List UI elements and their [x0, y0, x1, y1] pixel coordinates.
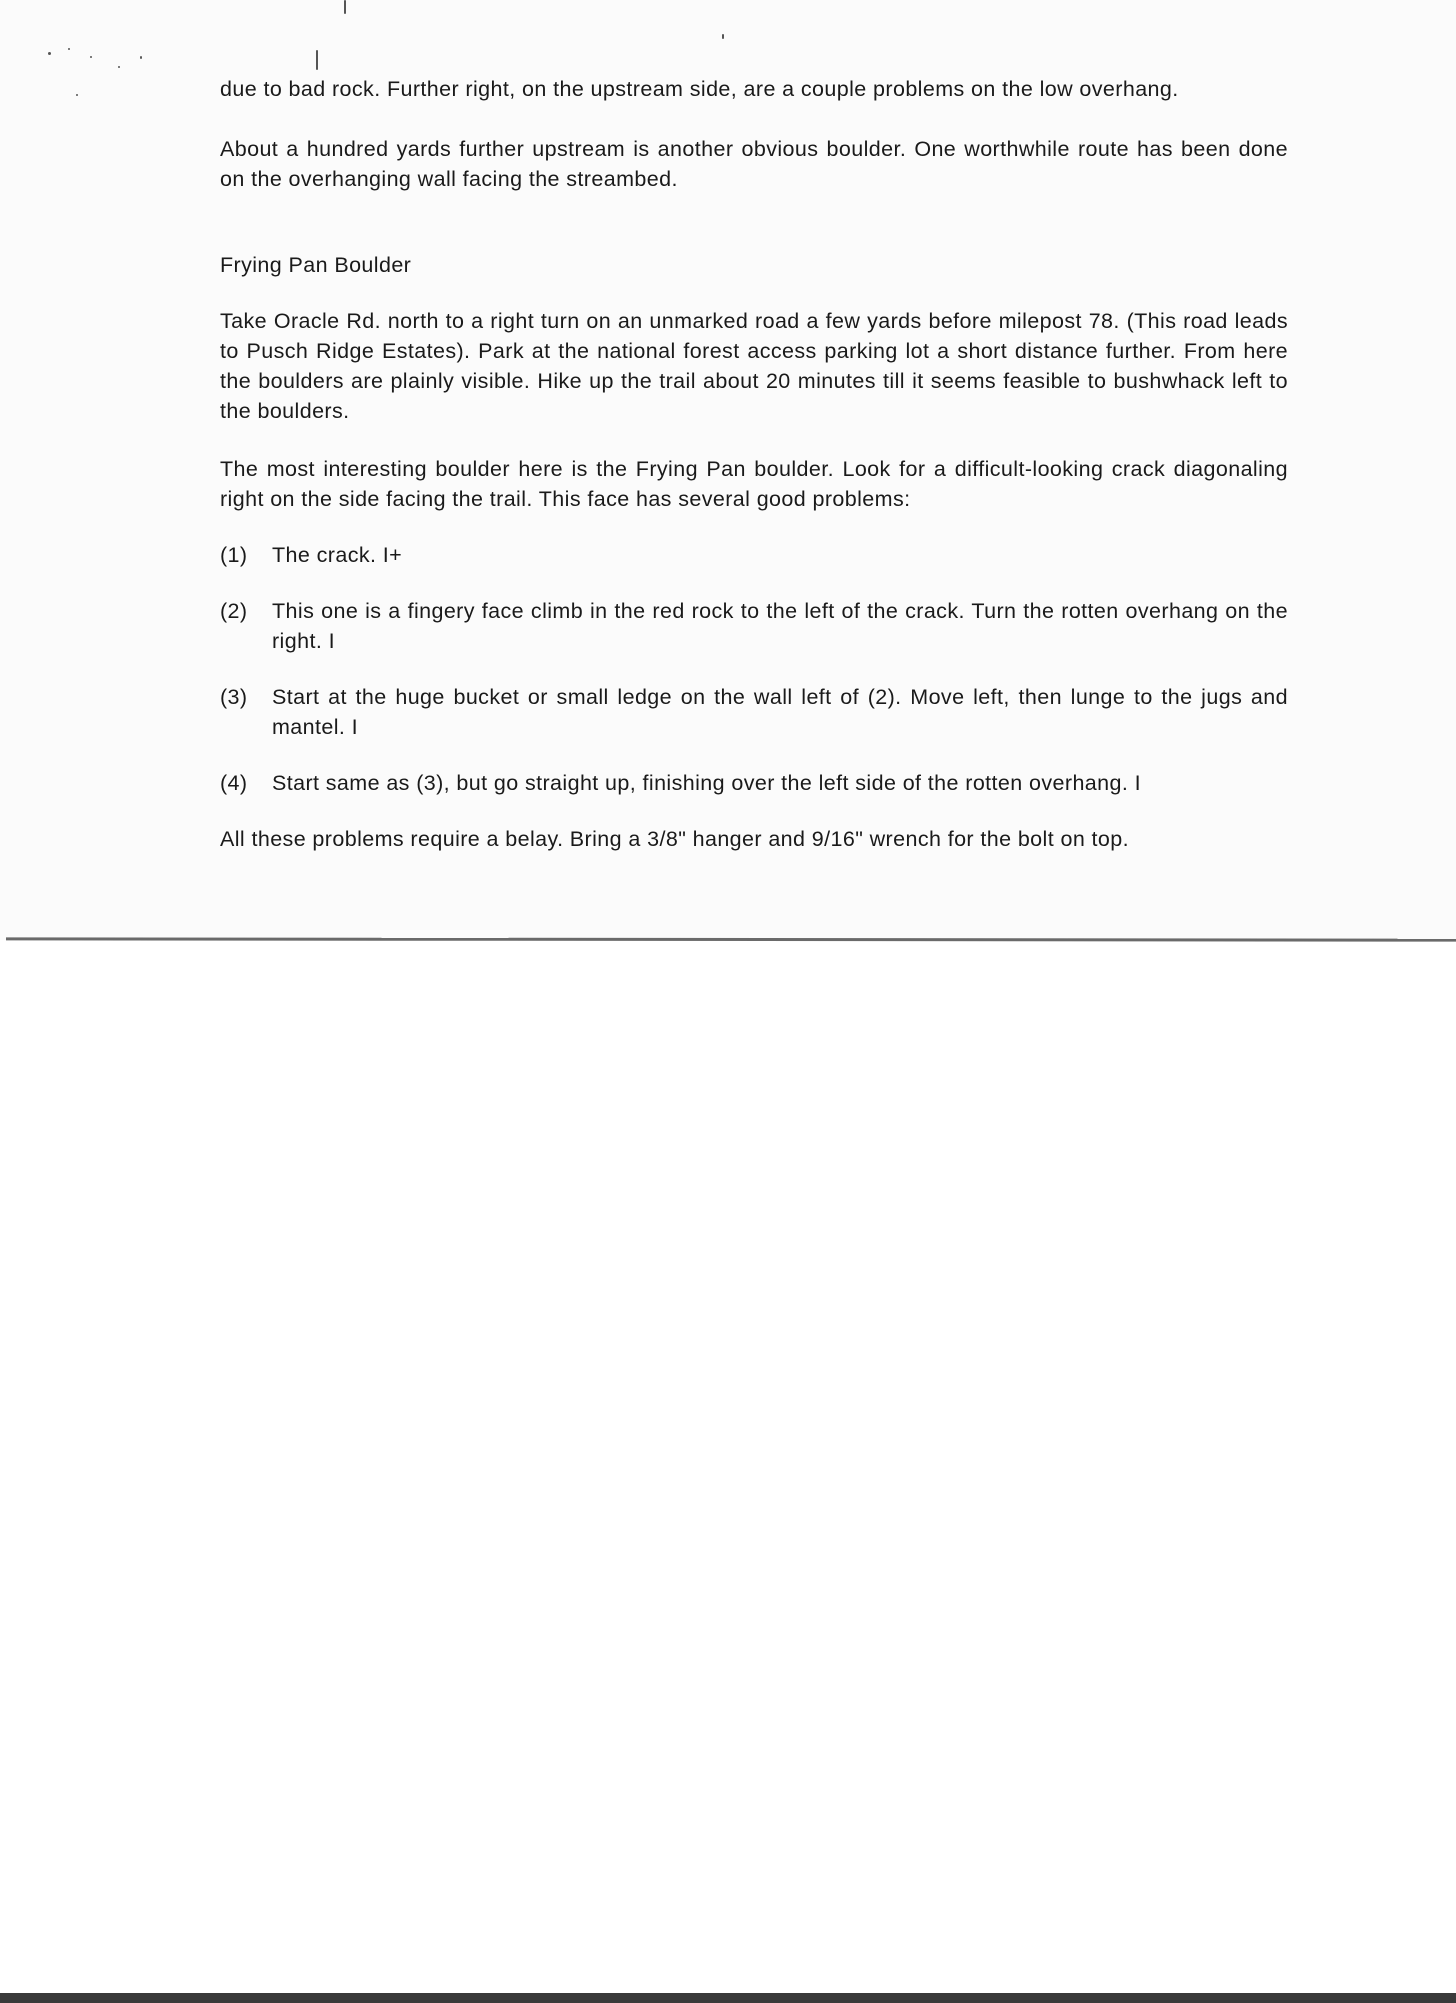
- problem-text: Start at the huge bucket or small ledge on the wall left of (2). Move left, then lunge to the jugs and mantel. I: [272, 685, 1288, 739]
- scan-speck: [118, 66, 120, 68]
- paragraph-intro: The most interesting boulder here is the Frying Pan boulder. Look for a difficult-looking crack diagonaling right on the side facing the trail. This face has several good problems:: [220, 457, 1288, 511]
- document-text: [220, 74, 1288, 854]
- scan-speck: [68, 48, 70, 50]
- paragraph-closing: All these problems require a belay. Bring a 3/8" hanger and 9/16" wrench for the bolt on top.: [220, 827, 1130, 851]
- paper-bottom-edge: [6, 937, 1456, 941]
- scan-speck: [140, 56, 142, 59]
- scan-speck: [344, 0, 346, 14]
- problem-text: The crack. I+: [272, 543, 403, 567]
- problem-text: This one is a fingery face climb in the red rock to the left of the crack. Turn the rotten overhang on the right. I: [272, 599, 1288, 653]
- problem-number: (4): [220, 771, 248, 795]
- problem-text: Start same as (3), but go straight up, finishing over the left side of the rotten overhang. I: [272, 771, 1141, 795]
- paragraph-directions: Take Oracle Rd. north to a right turn on an unmarked road a few yards before milepost 78. (This road leads to Pusch Ridge Estates). Park at the national forest access parking lot a short distance further. From here the boulders are plainly visible. Hike up the trail about 20 minutes till it seems feasible to bushwhack left to the boulders.: [220, 309, 1288, 423]
- problem-number: (2): [220, 599, 248, 623]
- section-heading: Frying Pan Boulder: [220, 253, 412, 277]
- problem-item: [220, 540, 1288, 570]
- scanner-bottom-border: [0, 1993, 1456, 2003]
- problem-item: [220, 682, 1288, 742]
- scan-speck: [722, 34, 724, 39]
- problem-item: [220, 596, 1288, 656]
- scan-speck: [48, 52, 51, 55]
- problem-number: (1): [220, 543, 248, 567]
- scan-speck: [90, 56, 92, 58]
- paragraph-continuation: due to bad rock. Further right, on the upstream side, are a couple problems on the low overhang.: [220, 77, 1179, 101]
- problem-item: [220, 768, 1288, 798]
- problem-number: (3): [220, 685, 248, 709]
- scan-speck: [316, 50, 318, 70]
- scan-speck: [76, 94, 78, 96]
- paragraph-upstream-boulder: About a hundred yards further upstream is another obvious boulder. One worthwhile route has been done on the overhanging wall facing the streambed.: [220, 137, 1288, 191]
